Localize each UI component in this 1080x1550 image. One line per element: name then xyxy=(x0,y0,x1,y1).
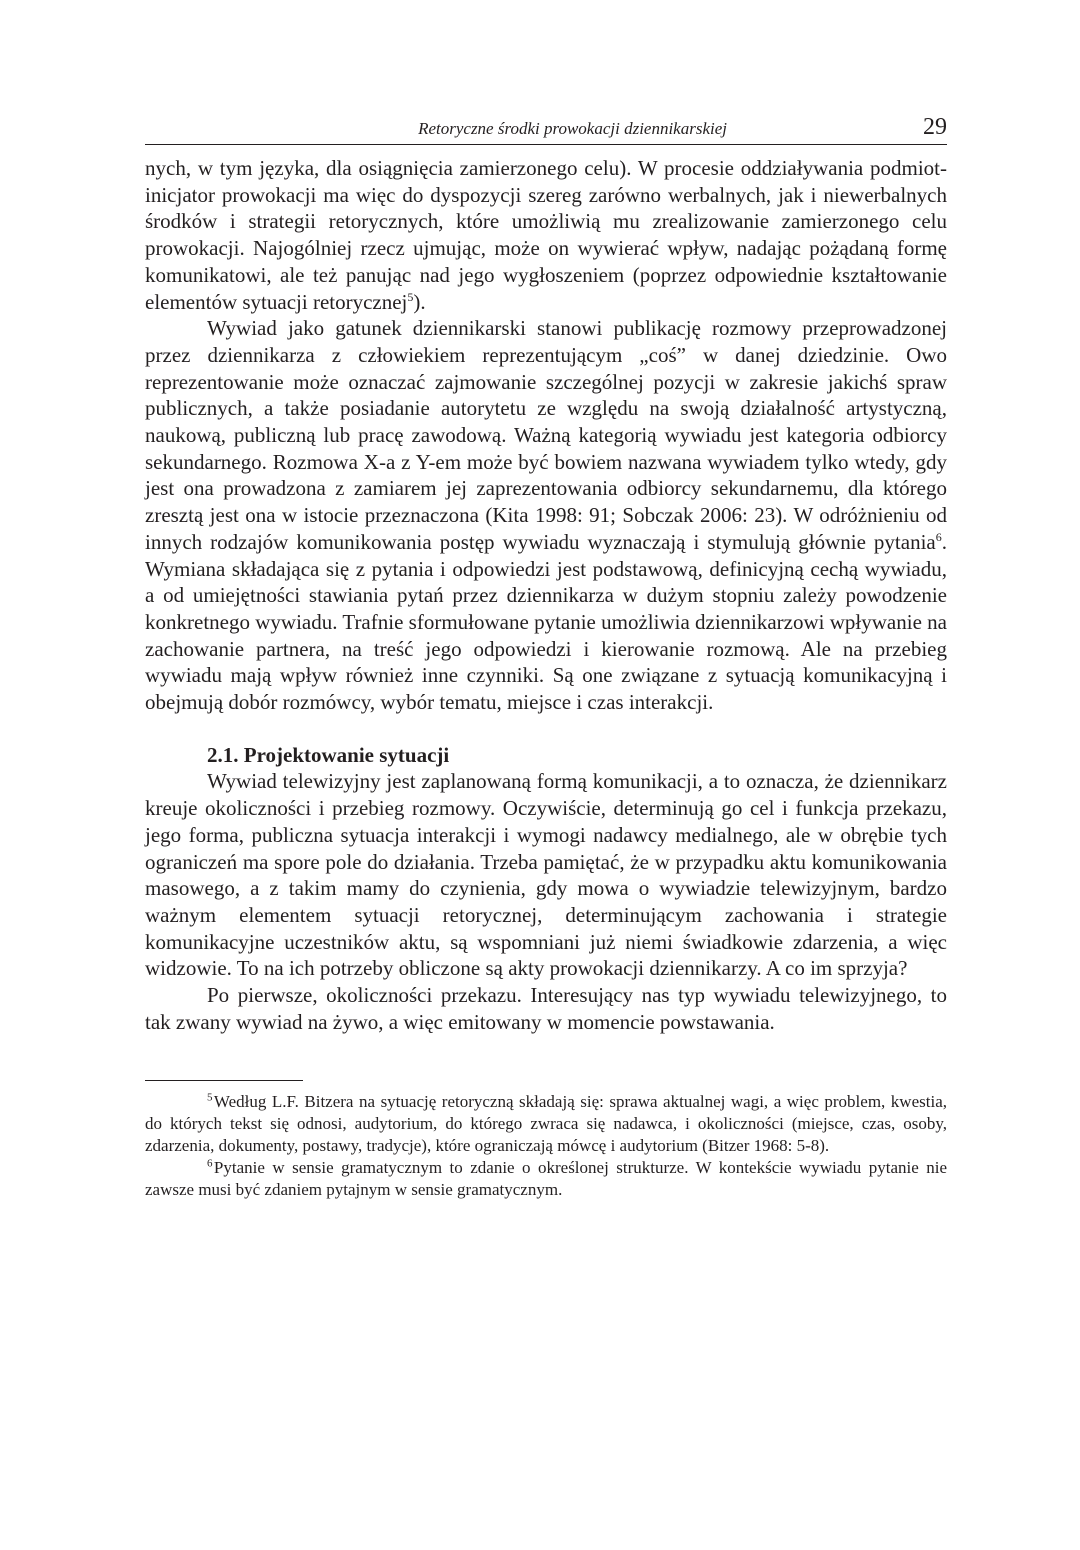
page-number: 29 xyxy=(923,114,947,140)
paragraph-interview-genre xyxy=(145,315,947,716)
paragraph-text: . Wymiana składająca się z pytania i odpowiedzi jest podstawową, definicyjną cechą wywiadu, a od umiejętności stawiania pytań przez dziennikarza w dużym stopniu zależy powodzenie konkretnego wywiadu. Trafnie sformułowane pytanie umożliwia dziennikarzowi wpływanie na zachowanie partnera, na treść jego odpowiedzi i kierowanie rozmową. Ale na przebieg wywiadu mają wpływ również inne czynniki. Są one związane z sytuacją komunikacyjną i obejmują dobór rozmówcy, wybór tematu, miejsce i czas interakcji. xyxy=(145,529,947,715)
running-header xyxy=(145,110,947,145)
running-title: Retoryczne środki prowokacji dziennikarskiej xyxy=(418,119,727,138)
paragraph-text: Po pierwsze, okoliczności przekazu. Interesujący nas typ wywiadu telewizyjnego, to tak zwany wywiad na żywo, a więc emitowany w momencie powstawania. xyxy=(145,983,947,1034)
footnotes xyxy=(145,1091,947,1201)
footnote-marker: 5 xyxy=(207,1090,213,1103)
paragraph-tv-interview xyxy=(145,768,947,982)
footnote-text: Pytanie w sensie gramatycznym to zdanie o określonej strukturze. W kontekście wywiadu pytanie nie zawsze musi być zdaniem pytajnym w sensie gramatycznym. xyxy=(145,1157,947,1199)
paragraph-text: ). xyxy=(413,289,426,314)
paragraph-text: Wywiad telewizyjny jest zaplanowaną formą komunikacji, a to oznacza, że dziennikarz kreuje okoliczności i przebieg rozmowy. Oczywiście, determinują go cel i funkcja przekazu, jego forma, publiczna sytuacja interakcji i wymogi nadawcy medialnego, ale w obrębie tych ograniczeń ma spore pole do działania. Trzeba pamiętać, że w przypadku aktu komunikowania masowego, a z takim mamy do czynienia, gdy mowa o wywiadzie telewizyjnym, bardzo ważnym elementem sytuacji retorycznej, determinującym zachowania i strategie komunikacyjne uczestników aktu, są wspomniani już niemi świadkowie zdarzenia, a więc widzowie. To na ich potrzeby obliczone są akty prowokacji dziennikarzy. A co im sprzyja? xyxy=(145,769,947,981)
section-heading: 2.1. Projektowanie sytuacji xyxy=(207,742,450,767)
paragraph-text: nych, w tym języka, dla osiągnięcia zamierzonego celu). W procesie oddziaływania podmiot-inicjator prowokacji ma więc do dyspozycji szereg zarówno werbalnych, jak i niewerbalnych środków i strategii retorycznych, które umożliwią mu zrealizowanie zamierzonego celu prowokacji. Najogólniej rzecz ujmując, może on wywierać wpływ, nadając pożądaną formę komunikatowi, ale też panując nad jego wygłoszeniem (poprzez odpowiednie kształtowanie elementów sytuacji retorycznej xyxy=(145,156,947,314)
main-text xyxy=(145,155,947,1036)
footnote-text: Według L.F. Bitzera na sytuację retoryczną składają się: sprawa aktualnej wagi, a więc problem, kwestia, do których tekst się odnosi, audytorium, do którego zwraca się nadawca, i okoliczności (miejsce, czas, osoby, zdarzenia, dokumenty, postawy, tradycje), które ograniczają mówcę i audytorium (Bitzer 1968: 5-8). xyxy=(145,1091,947,1155)
footnote-ref-5[interactable]: 5 xyxy=(407,289,414,304)
footnote-ref-6[interactable]: 6 xyxy=(935,529,942,544)
paragraph-circumstances xyxy=(145,982,947,1035)
paragraph-text: Wywiad jako gatunek dziennikarski stanowi publikację rozmowy przeprowadzonej przez dziennikarza z człowiekiem reprezentującym „coś” w danej dziedzinie. Owo reprezentowanie może oznaczać zajmowanie szczególnej pozycji w zakresie jakichś spraw publicznych, a także posiadanie autorytetu ze względu na swoją działalność artystyczną, naukową, publiczną lub pracę zawodową. Ważną kategorią wywiadu jest kategoria odbiorcy sekundarnego. Rozmowa X-a z Y-em może być bowiem nazwana wywiadem tylko wtedy, gdy jest ona prowadzona z zamiarem jej zaprezentowania odbiorcy sekundarnemu, dla którego zresztą jest ona w istocie przeznaczona (Kita 1998: 91; Sobczak 2006: 23). W odróżnieniu od innych rodzajów komunikowania postęp wywiadu wyznaczają i stymulują głównie pytania xyxy=(145,316,947,554)
footnote-separator xyxy=(145,1080,303,1081)
footnote-marker: 6 xyxy=(207,1156,213,1169)
footnote-5 xyxy=(145,1091,947,1157)
footnote-6 xyxy=(145,1157,947,1201)
paragraph-continuation xyxy=(145,155,947,315)
book-page xyxy=(145,110,947,1201)
